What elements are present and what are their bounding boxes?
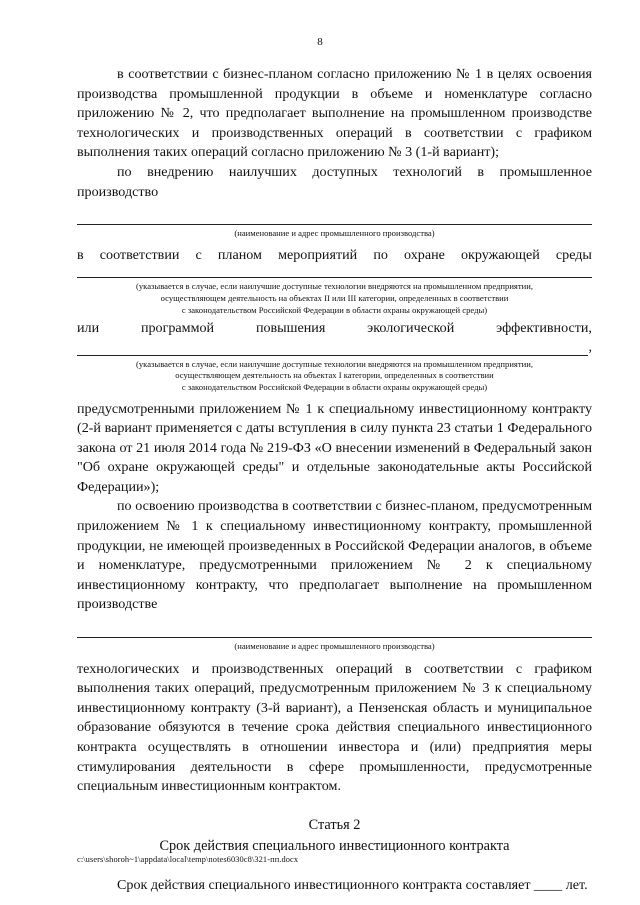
eco-fill-line bbox=[77, 340, 588, 356]
blank-line-eco bbox=[77, 339, 592, 356]
row-env-word: охране bbox=[404, 246, 445, 263]
caption-environment bbox=[77, 281, 592, 316]
document-body bbox=[77, 65, 592, 895]
row-env-word: по bbox=[373, 246, 388, 263]
blank-line-production-2 bbox=[77, 615, 592, 638]
row-environment-plan bbox=[77, 246, 592, 266]
caption-line: с законодательством Российской Федерации в области охраны окружающей среды) bbox=[181, 381, 488, 392]
row-eco-word: или bbox=[77, 320, 100, 337]
paragraph-contract-term: Срок действия специального инвестиционного контракта составляет ____ лет. bbox=[117, 876, 588, 893]
paragraph-best-technologies: по внедрению наилучших доступных технологий в промышленное производство bbox=[77, 163, 592, 200]
row-env-word: среды bbox=[555, 246, 592, 263]
blank-line-production-1 bbox=[77, 202, 592, 225]
row-env-word: окружающей bbox=[460, 246, 540, 263]
paragraph-obligations: технологических и производственных операций в соответствии с графиком выполнения таких операций, предусмотренным приложением № 3 к специальному инвестиционному контракту (3-й вариант), а Пензенская область и муниципальное образование обязуются в течение срока действия специального инвестиционного контракта осуществлять в отношении инвестора и (или) предприятия меры стимулирования деятельности в сфере промышленности, предусмотренные специальным инвестиционным контрактом. bbox=[77, 660, 592, 795]
row-env-word: мероприятий bbox=[278, 246, 358, 263]
caption-line: (указывается в случае, если наилучшие доступные технологии внедряются на промышленном предприятии, bbox=[136, 358, 533, 369]
paragraph-business-plan: в соответствии с бизнес-планом согласно приложению № 1 в целях освоения производства промышленной продукции в объеме и номенклатуре согласно приложению № 2, что предполагает выполнение на промышленном производстве технологических и производственных операций в соответствии с графиком выполнения таких операций согласно приложению № 3 (1-й вариант); bbox=[77, 66, 592, 161]
caption-line: с законодательством Российской Федерации в области охраны окружающей среды) bbox=[181, 304, 488, 315]
row-eco-program bbox=[77, 319, 592, 339]
paragraph-annex-reference: предусмотренными приложением № 1 к специальному инвестиционному контракту (2-й вариант применяется с даты вступления в силу пункта 23 статьи 1 Федерального закона от 21 июля 2014 года № 219-ФЗ «О внесении изменений в Федеральный закон "Об охране окружающей среды" и отдельные законодательные акты Российской Федерации»); bbox=[77, 400, 592, 495]
caption-eco bbox=[77, 359, 592, 394]
row-eco-word: повышения bbox=[255, 320, 326, 337]
blank-line-environment bbox=[77, 265, 592, 278]
caption-line: осуществляющем деятельность на объектах II или III категории, определенных в соответствии bbox=[160, 292, 509, 303]
caption-line: (указывается в случае, если наилучшие доступные технологии внедряются на промышленном предприятии, bbox=[136, 281, 533, 292]
article-subtitle: Срок действия специального инвестиционного контракта bbox=[159, 837, 510, 854]
page-number: 8 bbox=[317, 36, 323, 48]
caption-production-2: (наименование и адрес промышленного производства) bbox=[234, 641, 435, 652]
eco-comma: , bbox=[588, 338, 592, 355]
caption-line: осуществляющем деятельность на объектах I категории, определенных в соответствии bbox=[175, 370, 494, 381]
row-env-word: с bbox=[195, 246, 202, 263]
row-env-word: планом bbox=[217, 246, 262, 263]
article-title: Статья 2 bbox=[308, 816, 361, 833]
row-eco-word: экологической bbox=[367, 320, 455, 337]
caption-production-1: (наименование и адрес промышленного производства) bbox=[234, 228, 435, 239]
row-eco-word: программой bbox=[140, 320, 215, 337]
row-eco-word: эффективности, bbox=[496, 320, 592, 337]
row-env-word: в bbox=[77, 246, 84, 263]
file-path-footer: c:\users\shoroh~1\appdata\local\temp\notes6030c8\321-пп.docx bbox=[77, 855, 299, 864]
paragraph-new-production: по освоению производства в соответствии с бизнес-планом, предусмотренным приложением № 1 к специальному инвестиционному контракту, промышленной продукции, не имеющей произведенных в Российской Федерации аналогов, в объеме и номенклатуре, предусмотренными приложением № 2 к специальному инвестиционному контракту, что предполагает выполнение на промышленном производстве bbox=[77, 498, 592, 613]
row-env-word: соответствии bbox=[99, 246, 180, 263]
